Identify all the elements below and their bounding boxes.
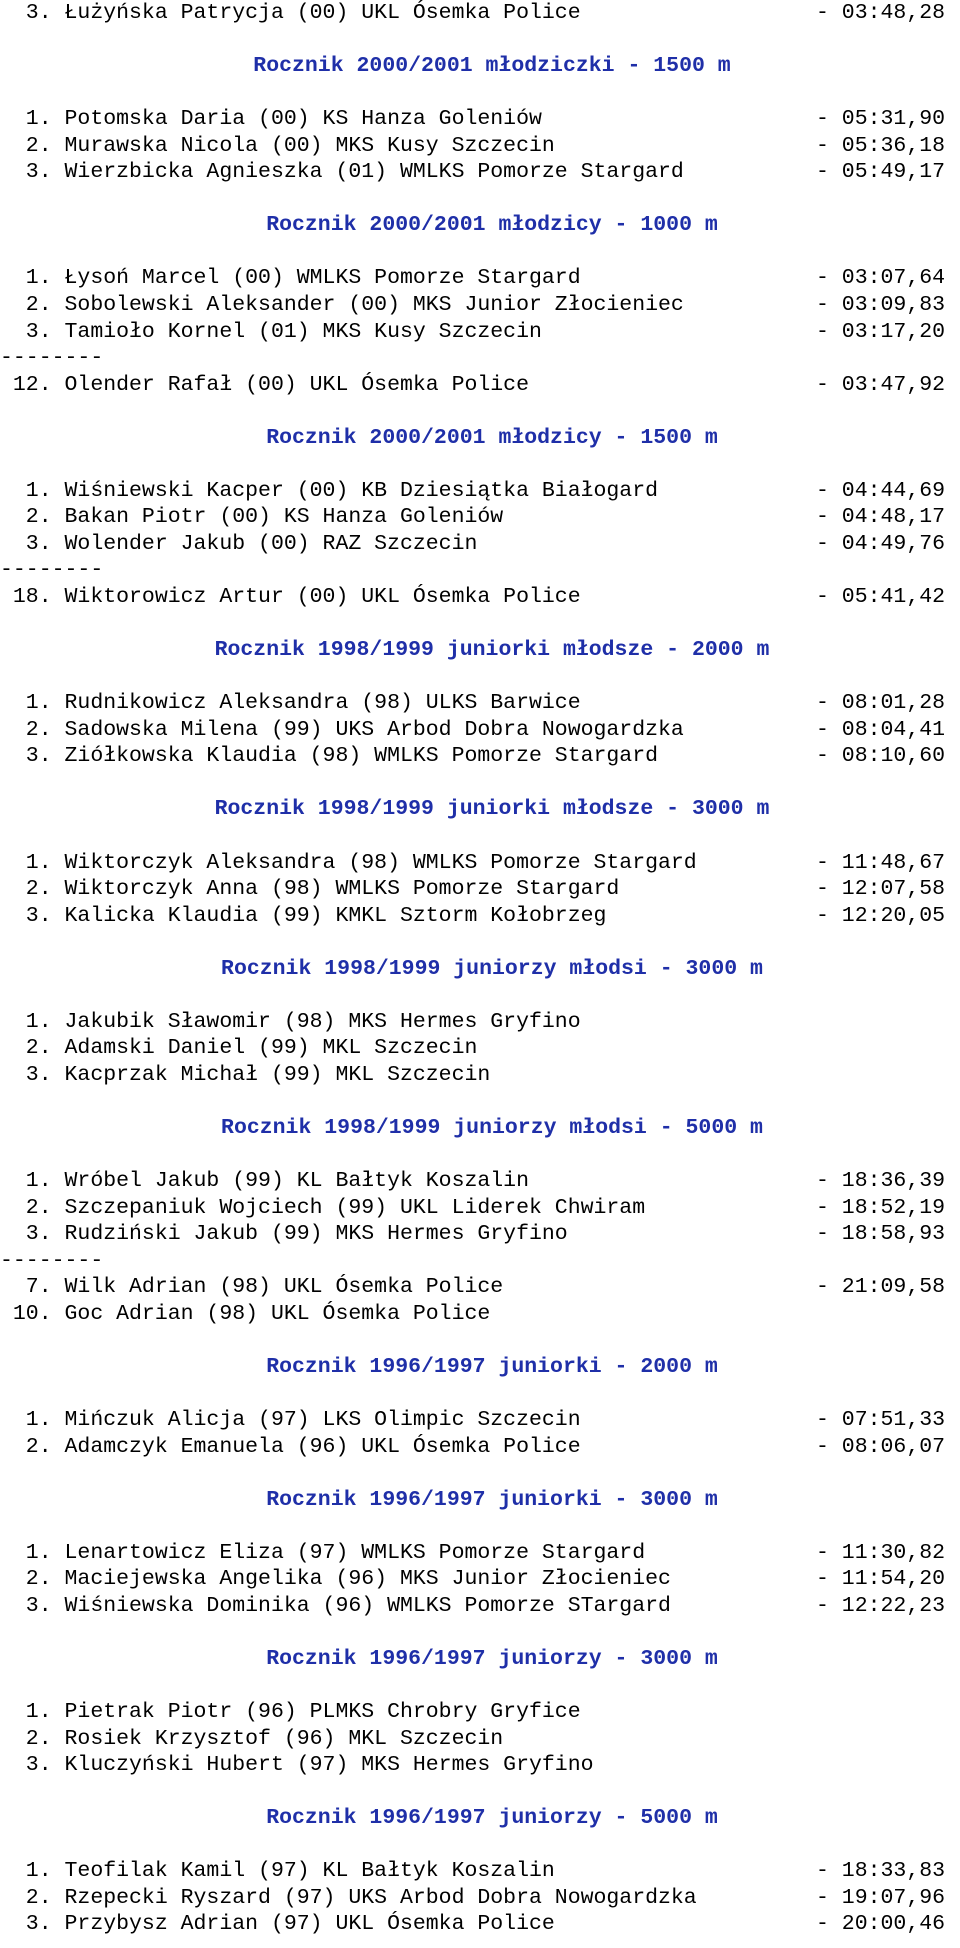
result-row [0, 372, 960, 399]
result-row [0, 690, 960, 717]
spacer [0, 1513, 960, 1540]
result-time: - 18:52,19 [816, 1195, 946, 1220]
spacer [0, 1460, 960, 1487]
athlete-entry: 3. Kluczyński Hubert (97) MKS Hermes Gryfino [0, 1753, 594, 1778]
separator-text: -------- [0, 1248, 104, 1273]
result-time: - 05:31,90 [816, 107, 946, 132]
result-row [0, 1858, 960, 1885]
athlete-entry: 18. Wiktorowicz Artur (00) UKL Ósemka Police [0, 585, 581, 610]
result-row [0, 903, 960, 930]
result-row [0, 1885, 960, 1912]
result-row [0, 478, 960, 505]
result-row [0, 159, 960, 186]
results-section [0, 1805, 960, 1938]
results-section [0, 1354, 960, 1487]
section-heading: Rocznik 1996/1997 juniorki - 2000 m [266, 1354, 718, 1379]
athlete-entry: 2. Sadowska Milena (99) UKS Arbod Dobra Nowogardzka [0, 717, 684, 742]
athlete-entry: 1. Wróbel Jakub (99) KL Bałtyk Koszalin [0, 1169, 529, 1194]
athlete-entry: 2. Adamczyk Emanuela (96) UKL Ósemka Police [0, 1434, 581, 1459]
athlete-entry: 2. Rosiek Krzysztof (96) MKL Szczecin [0, 1726, 504, 1751]
result-time: - 08:04,41 [816, 717, 946, 742]
result-time: - 03:17,20 [816, 319, 946, 344]
athlete-entry: 3. Przybysz Adrian (97) UKL Ósemka Police [0, 1912, 555, 1937]
spacer [0, 611, 960, 638]
result-row [0, 1274, 960, 1301]
athlete-entry: 1. Łysoń Marcel (00) WMLKS Pomorze Stargard [0, 266, 581, 291]
result-row [0, 1195, 960, 1222]
athlete-entry: 2. Wiktorczyk Anna (98) WMLKS Pomorze Stargard [0, 877, 620, 902]
results-section [0, 53, 960, 212]
athlete-entry: 7. Wilk Adrian (98) UKL Ósemka Police [0, 1275, 504, 1300]
athlete-entry: 3. Tamioło Kornel (01) MKS Kusy Szczecin [0, 319, 542, 344]
spacer [0, 398, 960, 425]
result-row [0, 1168, 960, 1195]
result-time: - 18:33,83 [816, 1859, 946, 1884]
result-time: - 04:49,76 [816, 531, 946, 556]
section-heading: Rocznik 2000/2001 młodzicy - 1500 m [266, 425, 718, 450]
result-time: - 05:49,17 [816, 160, 946, 185]
result-time: - 11:30,82 [816, 1540, 946, 1565]
athlete-entry: 12. Olender Rafał (00) UKL Ósemka Police [0, 372, 529, 397]
athlete-entry: 3. Kalicka Klaudia (99) KMKL Sztorm Kołobrzeg [0, 903, 607, 928]
result-time: - 11:54,20 [816, 1567, 946, 1592]
result-time: - 12:22,23 [816, 1593, 946, 1618]
separator-text: -------- [0, 558, 104, 583]
separator-line [0, 557, 960, 584]
athlete-entry: 1. Mińczuk Alicja (97) LKS Olimpic Szczecin [0, 1407, 581, 1432]
athlete-entry: 1. Potomska Daria (00) KS Hanza Goleniów [0, 107, 542, 132]
result-row [0, 876, 960, 903]
athlete-entry: 1. Pietrak Piotr (96) PLMKS Chrobry Gryfice [0, 1700, 581, 1724]
result-row [0, 743, 960, 770]
spacer [0, 80, 960, 107]
result-row [0, 1726, 960, 1753]
results-section [0, 637, 960, 796]
spacer [0, 1832, 960, 1859]
section-heading: Rocznik 2000/2001 młodzicy - 1000 m [266, 213, 718, 238]
result-time: - 08:01,28 [816, 691, 946, 716]
spacer [0, 1142, 960, 1169]
spacer [0, 1088, 960, 1115]
result-row [0, 0, 960, 27]
result-row [0, 717, 960, 744]
section-heading: Rocznik 1998/1999 juniorzy młodsi - 3000 m [221, 956, 763, 981]
result-time: - 07:51,33 [816, 1407, 946, 1432]
result-row [0, 584, 960, 611]
result-row [0, 1566, 960, 1593]
result-time: - 04:44,69 [816, 478, 946, 503]
result-time: - 12:07,58 [816, 877, 946, 902]
result-row [0, 1221, 960, 1248]
result-time: - 05:36,18 [816, 133, 946, 158]
result-time: - 03:47,92 [816, 372, 946, 397]
result-time: - 12:20,05 [816, 903, 946, 928]
results-section [0, 1487, 960, 1646]
athlete-entry: 1. Wiktorczyk Aleksandra (98) WMLKS Pomorze Stargard [0, 850, 697, 875]
results-section [0, 1115, 960, 1354]
result-time: - 08:06,07 [816, 1434, 946, 1459]
spacer [0, 1619, 960, 1646]
athlete-entry: 2. Bakan Piotr (00) KS Hanza Goleniów [0, 505, 504, 530]
result-row [0, 531, 960, 558]
section-heading: Rocznik 1996/1997 juniorzy - 3000 m [266, 1646, 718, 1671]
result-row [0, 1062, 960, 1089]
result-row [0, 1407, 960, 1434]
athlete-entry: 3. Ziółkowska Klaudia (98) WMLKS Pomorze Stargard [0, 744, 659, 769]
separator-line [0, 345, 960, 372]
spacer [0, 451, 960, 478]
spacer [0, 929, 960, 956]
result-time: - 03:07,64 [816, 266, 946, 291]
spacer [0, 1380, 960, 1407]
spacer [0, 1779, 960, 1806]
results-section [0, 212, 960, 424]
result-row [0, 265, 960, 292]
athlete-entry: 3. Wierzbicka Agnieszka (01) WMLKS Pomorze Stargard [0, 160, 684, 185]
result-time: - 21:09,58 [816, 1275, 946, 1300]
athlete-entry: 1. Lenartowicz Eliza (97) WMLKS Pomorze Stargard [0, 1540, 646, 1565]
athlete-entry: 2. Rzepecki Ryszard (97) UKS Arbod Dobra Nowogardzka [0, 1885, 697, 1910]
athlete-entry: 1. Rudnikowicz Aleksandra (98) ULKS Barwice [0, 691, 581, 716]
separator-text: -------- [0, 346, 104, 371]
result-row [0, 504, 960, 531]
result-time: - 19:07,96 [816, 1885, 946, 1910]
result-row [0, 1752, 960, 1779]
result-row [0, 133, 960, 160]
result-time: - 20:00,46 [816, 1912, 946, 1937]
section-heading: Rocznik 1996/1997 juniorzy - 5000 m [266, 1806, 718, 1831]
result-row [0, 1699, 960, 1726]
section-heading: Rocznik 1998/1999 juniorki młodsze - 2000 m [214, 638, 770, 663]
athlete-entry: 2. Murawska Nicola (00) MKS Kusy Szczecin [0, 133, 555, 158]
spacer [0, 1672, 960, 1699]
spacer [0, 982, 960, 1009]
athlete-entry: 2. Adamski Daniel (99) MKL Szczecin [0, 1036, 478, 1061]
results-section [0, 425, 960, 637]
athlete-entry: 3. Kacprzak Michał (99) MKL Szczecin [0, 1062, 491, 1087]
results-section [0, 1646, 960, 1805]
separator-line [0, 1248, 960, 1275]
result-time: - 18:58,93 [816, 1222, 946, 1247]
result-row [0, 1540, 960, 1567]
spacer [0, 770, 960, 797]
result-time: - 11:48,67 [816, 850, 946, 875]
result-row [0, 1434, 960, 1461]
results-section [0, 796, 960, 955]
result-row [0, 1911, 960, 1938]
result-time: - 04:48,17 [816, 505, 946, 530]
section-heading: Rocznik 1998/1999 juniorzy młodsi - 5000 m [221, 1115, 763, 1140]
result-row [0, 1301, 960, 1328]
athlete-entry: 2. Maciejewska Angelika (96) MKS Junior Złocieniec [0, 1567, 671, 1592]
athlete-entry: 3. Łużyńska Patrycja (00) UKL Ósemka Police [0, 1, 581, 25]
section-heading: Rocznik 1998/1999 juniorki młodsze - 3000 m [214, 797, 770, 822]
result-time: - 03:48,28 [816, 1, 946, 25]
athlete-entry: 3. Wiśniewska Dominika (96) WMLKS Pomorze STargard [0, 1593, 671, 1618]
spacer [0, 823, 960, 850]
athlete-entry: 3. Rudziński Jakub (99) MKS Hermes Gryfino [0, 1222, 568, 1247]
athlete-entry: 3. Wolender Jakub (00) RAZ Szczecin [0, 531, 478, 556]
results-section [0, 956, 960, 1115]
spacer [0, 664, 960, 691]
athlete-entry: 1. Teofilak Kamil (97) KL Bałtyk Koszalin [0, 1859, 555, 1884]
result-time: - 08:10,60 [816, 744, 946, 769]
result-row [0, 1009, 960, 1036]
result-row [0, 1593, 960, 1620]
spacer [0, 27, 960, 54]
section-heading: Rocznik 2000/2001 młodziczki - 1500 m [253, 54, 731, 79]
result-time: - 18:36,39 [816, 1169, 946, 1194]
athlete-entry: 1. Jakubik Sławomir (98) MKS Hermes Gryfino [0, 1009, 581, 1034]
result-row [0, 1035, 960, 1062]
athlete-entry: 10. Goc Adrian (98) UKL Ósemka Police [0, 1301, 491, 1326]
athlete-entry: 1. Wiśniewski Kacper (00) KB Dziesiątka Białogard [0, 478, 659, 503]
spacer [0, 239, 960, 266]
section-heading: Rocznik 1996/1997 juniorki - 3000 m [266, 1487, 718, 1512]
result-row [0, 319, 960, 346]
result-time: - 03:09,83 [816, 293, 946, 318]
result-row [0, 292, 960, 319]
spacer [0, 186, 960, 213]
result-time: - 05:41,42 [816, 585, 946, 610]
spacer [0, 1327, 960, 1354]
sections-list [0, 53, 960, 1938]
result-row [0, 106, 960, 133]
result-row [0, 850, 960, 877]
athlete-entry: 2. Sobolewski Aleksander (00) MKS Junior Złocieniec [0, 293, 684, 318]
athlete-entry: 2. Szczepaniuk Wojciech (99) UKL Liderek Chwiram [0, 1195, 646, 1220]
